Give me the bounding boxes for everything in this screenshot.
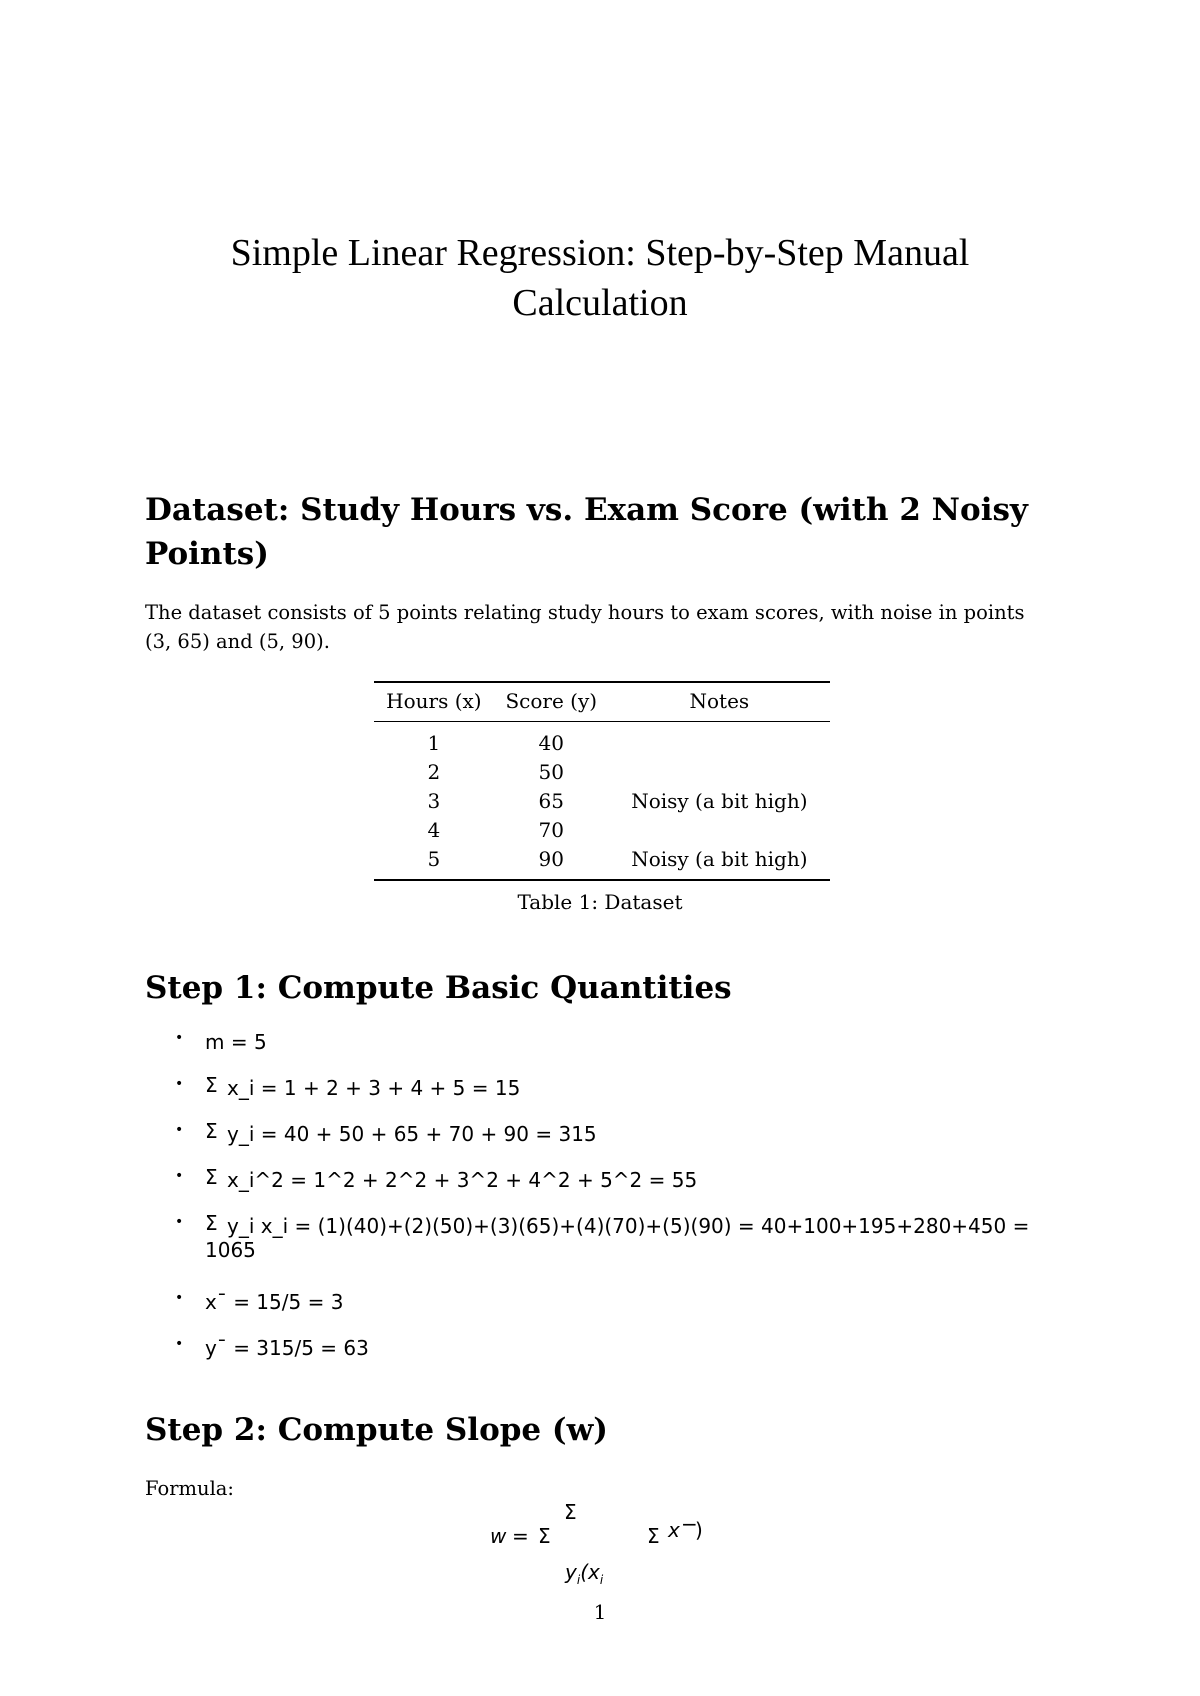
sigma-symbol: Σ xyxy=(205,1119,218,1143)
dataset-heading: Dataset: Study Hours vs. Exam Score (with 2 Noisy Points) xyxy=(145,492,1028,572)
dataset-description: The dataset consists of 5 points relating study hours to exam scores, with noise in points (3, 65) and (5, 90). xyxy=(145,601,1025,653)
sigma-symbol: Σ xyxy=(205,1165,218,1189)
table-row: 2 50 xyxy=(427,759,564,784)
step1-list xyxy=(145,1030,1075,1382)
slope-formula: w = Σ Σ Σ x − ) $y_i(x_i$ xyxy=(490,1500,703,1587)
list-item: • Σ x_i = 1 + 2 + 3 + 4 + 5 = 15 xyxy=(175,1073,521,1100)
document-title xyxy=(0,228,1200,328)
table-caption: Table 1: Dataset xyxy=(517,890,683,914)
list-item: • Σ y_i x_i = (1)(40)+(2)(50)+(3)(65)+(4)(70)+(5)(90) = 40+100+195+280+450 = 1065 xyxy=(175,1211,1030,1262)
title-line-2: Calculation xyxy=(512,282,688,324)
list-item: • Σ y_i = 40 + 50 + 65 + 70 + 90 = 315 xyxy=(175,1119,597,1146)
table-header-hours: Hours (x) xyxy=(374,682,494,722)
sigma-symbol: Σ xyxy=(205,1211,218,1235)
page-number: 1 xyxy=(593,1600,607,1624)
table-header-notes: Notes xyxy=(609,682,830,722)
table-header-row xyxy=(374,682,830,722)
step2-heading: Step 2: Compute Slope (w) xyxy=(145,1412,608,1448)
dataset-table xyxy=(374,681,830,881)
list-item: • x¯ = 15/5 = 3 xyxy=(175,1290,344,1314)
table-row: 5 90 Noisy (a bit high) xyxy=(374,844,830,880)
formula-label: Formula: xyxy=(145,1477,235,1500)
sigma-symbol: Σ xyxy=(205,1073,218,1097)
table-header-score: Score (y) xyxy=(494,682,609,722)
list-item: • Σ x_i^2 = 1^2 + 2^2 + 3^2 + 4^2 + 5^2 = 55 xyxy=(175,1165,698,1192)
title-line-1: Simple Linear Regression: Step-by-Step Manual xyxy=(230,232,970,274)
table-row: 4 70 xyxy=(427,817,564,842)
table-row: 1 40 xyxy=(427,730,564,755)
list-item: • m = 5 xyxy=(175,1030,267,1054)
table-row: 3 65 Noisy (a bit high) xyxy=(427,788,808,813)
step1-heading: Step 1: Compute Basic Quantities xyxy=(145,970,732,1006)
list-item: • y¯ = 315/5 = 63 xyxy=(175,1336,369,1360)
